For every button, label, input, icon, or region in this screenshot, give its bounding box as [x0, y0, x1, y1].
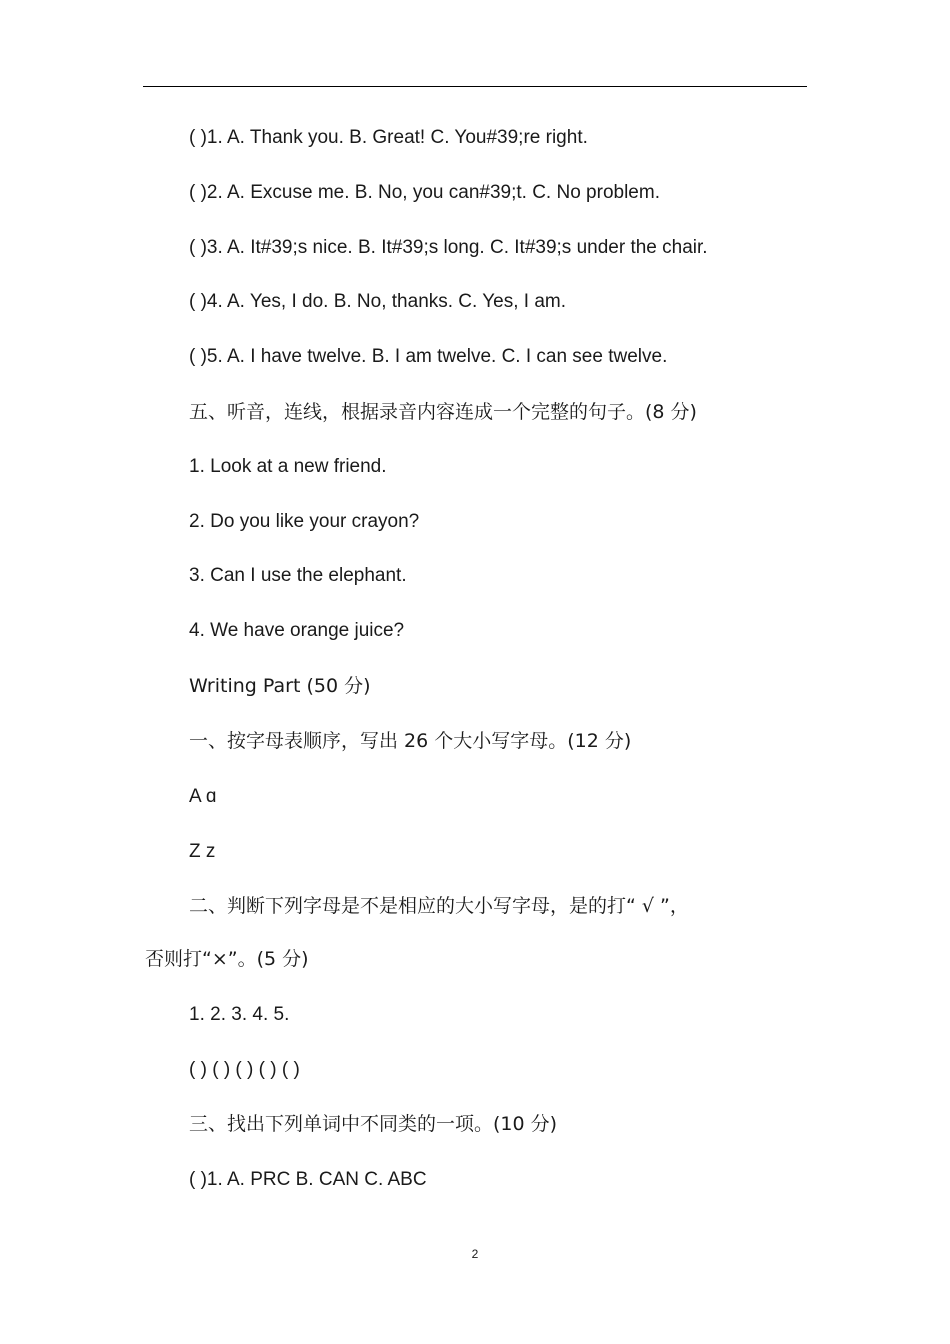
page-number: 2	[471, 1247, 479, 1261]
writing-section-3-heading: 三、找出下列单词中不同类的一项。(10 分)	[189, 1113, 558, 1135]
writing-section-3-question-1: ( )1. A. PRC B. CAN C. ABC	[189, 1169, 427, 1190]
writing-section-2-heading-line-2: 否则打“×”。(5 分)	[145, 948, 309, 970]
alphabet-first-letter: A ɑ	[189, 786, 217, 807]
section-5-heading: 五、听音，连线，根据录音内容连成一个完整的句子。(8 分)	[189, 401, 697, 423]
section-5-item-4: 4. We have orange juice?	[189, 620, 405, 641]
section-5-item-1: 1. Look at a new friend.	[189, 456, 387, 477]
writing-section-2-numbers: 1. 2. 3. 4. 5.	[189, 1004, 290, 1025]
listening-question-4: ( )4. A. Yes, I do. B. No, thanks. C. Yes, I am.	[189, 291, 567, 312]
section-5-item-2: 2. Do you like your crayon?	[189, 511, 420, 532]
writing-part-title: Writing Part (50 分)	[189, 675, 371, 697]
writing-section-2-blanks: ( ) ( ) ( ) ( ) ( )	[189, 1059, 300, 1080]
writing-section-2-heading-line-1: 二、判断下列字母是不是相应的大小写字母，是的打“ √ ”，	[189, 895, 689, 917]
listening-question-2: ( )2. A. Excuse me. B. No, you can#39;t. C. No problem.	[189, 182, 660, 203]
listening-question-1: ( )1. A. Thank you. B. Great! C. You#39;re right.	[189, 127, 588, 148]
writing-section-1-heading: 一、按字母表顺序，写出 26 个大小写字母。(12 分)	[189, 730, 632, 752]
section-5-item-3: 3. Can I use the elephant.	[189, 565, 407, 586]
listening-question-5: ( )5. A. I have twelve. B. I am twelve. C. I can see twelve.	[189, 346, 668, 367]
listening-question-3: ( )3. A. It#39;s nice. B. It#39;s long. C. It#39;s under the chair.	[189, 237, 708, 258]
alphabet-last-letter: Z z	[189, 841, 216, 862]
header-rule	[143, 86, 807, 87]
